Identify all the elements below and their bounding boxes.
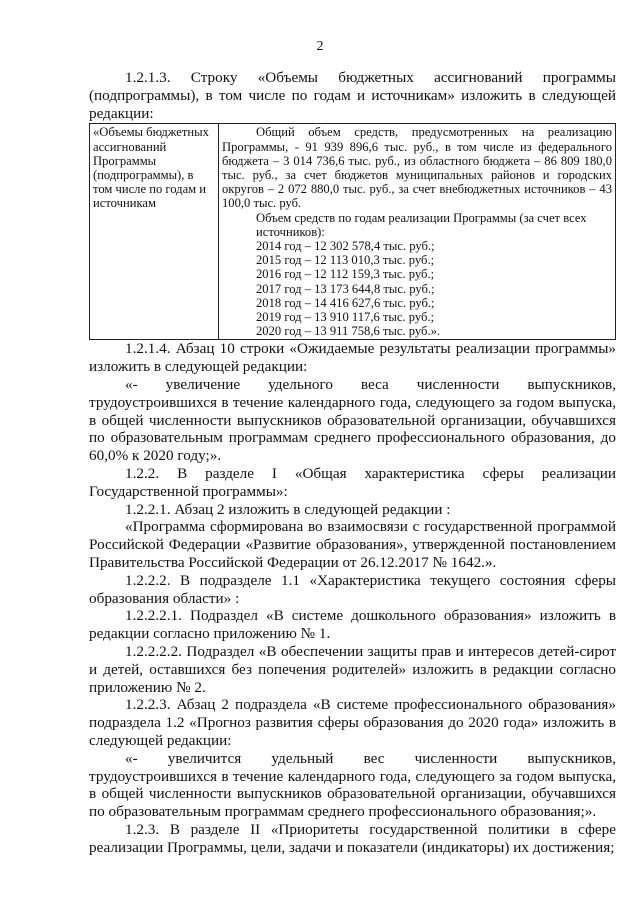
table-year-row: 2015 год – 12 113 010,3 тыс. руб.;	[256, 253, 435, 268]
paragraph-1-2-1-3: 1.2.1.3. Строку «Объемы бюджетных ассигнований программы (подпрограммы), в том числе по годам и источникам» изложить в следующей редакции:	[89, 69, 616, 122]
paragraph-quote-share: «- увеличится удельный вес численности выпускников, трудоустроившихся в течение календарного года, следующего за годом выпуска, в общей численности выпускников образовательной организации, обучавшихся по образовательным программам среднего профессионального образования;».	[89, 749, 616, 821]
paragraph-1-2-2-2: 1.2.2.2. В подразделе 1.1 «Характеристика текущего состояния сферы образования области» :	[89, 571, 616, 607]
paragraph-1-2-2-1: 1.2.2.1. Абзац 2 изложить в следующей редакции :	[125, 500, 451, 518]
paragraph-1-2-3: 1.2.3. В разделе II «Приоритеты государственной политики в сфере реализации Программы, цели, задачи и показатели (индикаторы) их достижения;	[89, 820, 616, 856]
table-year-row: 2016 год – 12 112 159,3 тыс. руб.;	[256, 267, 435, 282]
table-year-row: 2017 год – 13 173 644,8 тыс. руб.;	[256, 281, 435, 296]
paragraph-1-2-2-2-1: 1.2.2.2.1. Подраздел «В системе дошкольного образования» изложить в редакции согласно приложению № 1.	[89, 607, 616, 643]
table-by-years-heading: Объем средств по годам реализации Программы (за счет всех источников):	[256, 210, 587, 239]
paragraph-quote-graduates: «- увеличение удельного веса численности выпускников, трудоустроившихся в течение календарного года, следующего за годом выпуска, в общей численности выпускников образовательной организации, обучавшихся по образовательным программам среднего профессионального образования, до 60,0% к 2020 году;».	[89, 376, 616, 465]
paragraph-1-2-1-4: 1.2.1.4. Абзац 10 строки «Ожидаемые результаты реализации программы» изложить в следующей редакции:	[89, 340, 616, 376]
paragraph-1-2-2-2-2: 1.2.2.2.2. Подраздел «В обеспечении защиты прав и интересов детей-сирот и детей, оставшихся без попечения родителей» изложить в редакции согласно приложению № 2.	[89, 642, 616, 696]
page-number: 2	[316, 39, 324, 54]
table-total-text: Общий объем средств, предусмотренных на реализацию Программы, - 91 939 896,6 тыс. руб., в том числе из федерального бюджета – 3 014 736,6 тыс. руб., из областного бюджета – 86 809 180,0 тыс. руб., за счет бюджетов муниципальных районов и городских округов – 2 072 880,0 тыс. руб., за счет внебюджетных источников – 43 100,0 тыс. руб.	[222, 125, 612, 211]
paragraph-quote-program: «Программа сформирована во взаимосвязи с государственной программой Российской Федерации «Развитие образования», утвержденной постановлением Правительства Российской Федерации от 26.12.2017 № 1642.».	[89, 518, 616, 571]
budget-table	[89, 123, 616, 340]
table-year-row: 2014 год – 12 302 578,4 тыс. руб.;	[256, 239, 435, 254]
table-year-row: 2019 год – 13 910 117,6 тыс. руб.;	[256, 310, 435, 325]
table-cell-label	[90, 124, 219, 340]
paragraph-1-2-2-3: 1.2.2.3. Абзац 2 подраздела «В системе профессионального образования» подраздела 1.2 «Прогноз развития сферы образования до 2020 года» изложить в следующей редакции:	[89, 696, 616, 749]
document-body	[89, 69, 616, 857]
table-year-row: 2018 год – 14 416 627,6 тыс. руб.;	[256, 295, 435, 310]
table-row	[90, 124, 616, 340]
table-year-row: 2020 год – 13 911 758,6 тыс. руб.».	[256, 324, 441, 339]
table-label-text: «Объемы бюджетных ассигнований Программы (подпрограммы), в том числе по годам и источникам	[93, 125, 209, 211]
paragraph-1-2-2: 1.2.2. В разделе I «Общая характеристика сферы реализации Государственной программы»:	[89, 465, 616, 500]
table-cell-values	[219, 124, 616, 340]
